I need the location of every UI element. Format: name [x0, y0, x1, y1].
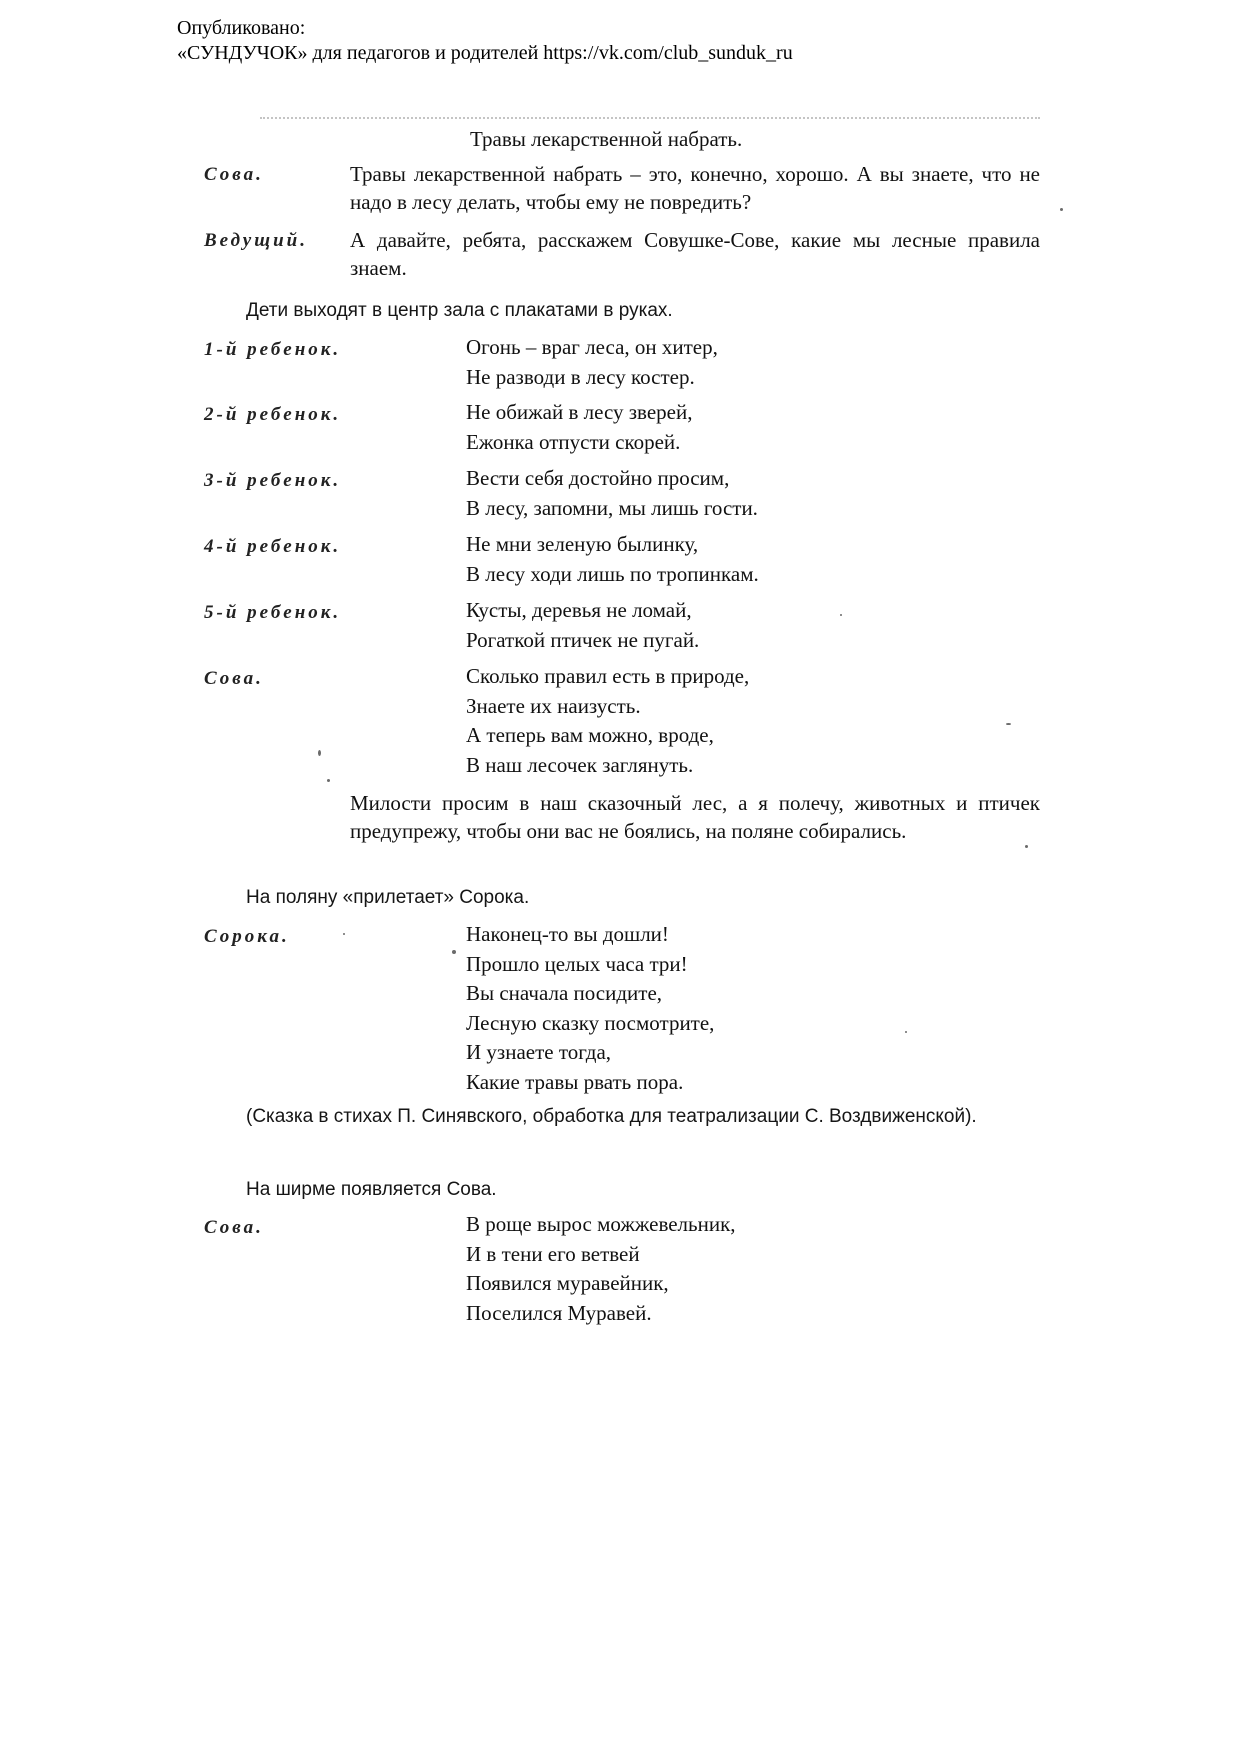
verse-line: Не разводи в лесу костер.: [466, 364, 695, 389]
scan-speck: [327, 779, 330, 782]
speaker-host: Ведущий.: [204, 230, 308, 251]
speaker-owl-3: Сова.: [204, 1217, 264, 1238]
verse-line: Рогаткой птичек не пугай.: [466, 627, 700, 652]
child-2-verse: [466, 398, 692, 457]
speaker-child-2: 2-й ребенок.: [204, 404, 342, 425]
verse-line: Поселился Муравей.: [466, 1300, 652, 1325]
verse-line: Вы сначала посидите,: [466, 981, 663, 1005]
magpie-verse: [466, 920, 714, 1097]
speaker-child-3: 3-й ребенок.: [204, 470, 342, 491]
verse-line: Не обижай в лесу зверей,: [466, 400, 693, 424]
verse-line: Кусты, деревья не ломай,: [466, 598, 692, 622]
stage-direction-magpie: На поляну «прилетает» Сорока.: [246, 887, 530, 908]
verse-line: В лесу, запомни, мы лишь гости.: [466, 495, 758, 520]
verse-line: В наш лесочек заглянуть.: [466, 752, 694, 777]
child-3-verse: [466, 464, 758, 523]
verse-line: И в тени его ветвей: [466, 1241, 640, 1266]
stage-direction-credits: (Сказка в стихах П. Синявского, обработка для театрализации С. Воздвиженской).: [246, 1106, 977, 1127]
scan-speck: [1025, 845, 1028, 848]
verse-line: И узнаете тогда,: [466, 1040, 612, 1064]
speaker-child-5: 5-й ребенок.: [204, 602, 342, 623]
child-1-verse: [466, 333, 718, 392]
verse-line: Лесную сказку посмотрите,: [466, 1010, 715, 1035]
owl-question: Травы лекарственной набрать – это, конечно, хорошо. А вы знаете, что не надо в лесу делать, чтобы ему не повредить?: [350, 162, 1040, 214]
verse-line: А теперь вам можно, вроде,: [466, 723, 714, 747]
header-published-label: Опубликовано:: [177, 17, 306, 39]
scan-speck: [343, 933, 345, 935]
scan-top-line: Травы лекарственной набрать.: [470, 127, 743, 151]
owl-invitation: Милости просим в наш сказочный лес, а я полечу, животных и птичек предупрежу, чтобы они вас не боялись, на поляне собирались.: [350, 791, 1040, 843]
owl-verse: [466, 662, 749, 780]
verse-line: Сколько правил есть в природе,: [466, 664, 750, 688]
child-5-verse: [466, 596, 699, 655]
header-source-line: «СУНДУЧОК» для педагогов и родителей https://vk.com/club_sunduk_ru: [177, 42, 793, 64]
verse-line: В лесу ходи лишь по тропинкам.: [466, 561, 759, 586]
verse-line: Ежонка отпусти скорей.: [466, 429, 681, 454]
speaker-child-1: 1-й ребенок.: [204, 339, 342, 360]
speaker-child-4: 4-й ребенок.: [204, 536, 342, 557]
child-4-verse: [466, 530, 759, 589]
scan-speck: [1060, 208, 1063, 211]
stage-direction-owl-appears: На ширме появляется Сова.: [246, 1179, 497, 1200]
scan-speck: [1006, 723, 1011, 725]
verse-line: Какие травы рвать пора.: [466, 1069, 684, 1094]
scan-speck: [318, 750, 321, 756]
owl-story-verse: [466, 1210, 736, 1328]
scan-speck: [840, 614, 842, 616]
speaker-owl-2: Сова.: [204, 668, 264, 689]
speaker-magpie: Сорока.: [204, 926, 290, 947]
verse-line: Появился муравейник,: [466, 1271, 669, 1295]
scan-speck: [452, 950, 456, 954]
stage-direction-children: Дети выходят в центр зала с плакатами в руках.: [246, 300, 673, 321]
scan-speck: [905, 1031, 907, 1033]
verse-line: Вести себя достойно просим,: [466, 466, 730, 490]
verse-line: Знаете их наизусть.: [466, 693, 641, 718]
verse-line: В роще вырос можжевельник,: [466, 1212, 736, 1236]
verse-line: Наконец-то вы дошли!: [466, 922, 669, 946]
speaker-owl: Сова.: [204, 164, 264, 185]
host-reply: А давайте, ребята, расскажем Совушке-Сове, какие мы лесные правила знаем.: [350, 228, 1040, 280]
verse-line: Огонь – враг леса, он хитер,: [466, 335, 718, 359]
verse-line: Не мни зеленую былинку,: [466, 532, 699, 556]
verse-line: Прошло целых часа три!: [466, 951, 688, 976]
